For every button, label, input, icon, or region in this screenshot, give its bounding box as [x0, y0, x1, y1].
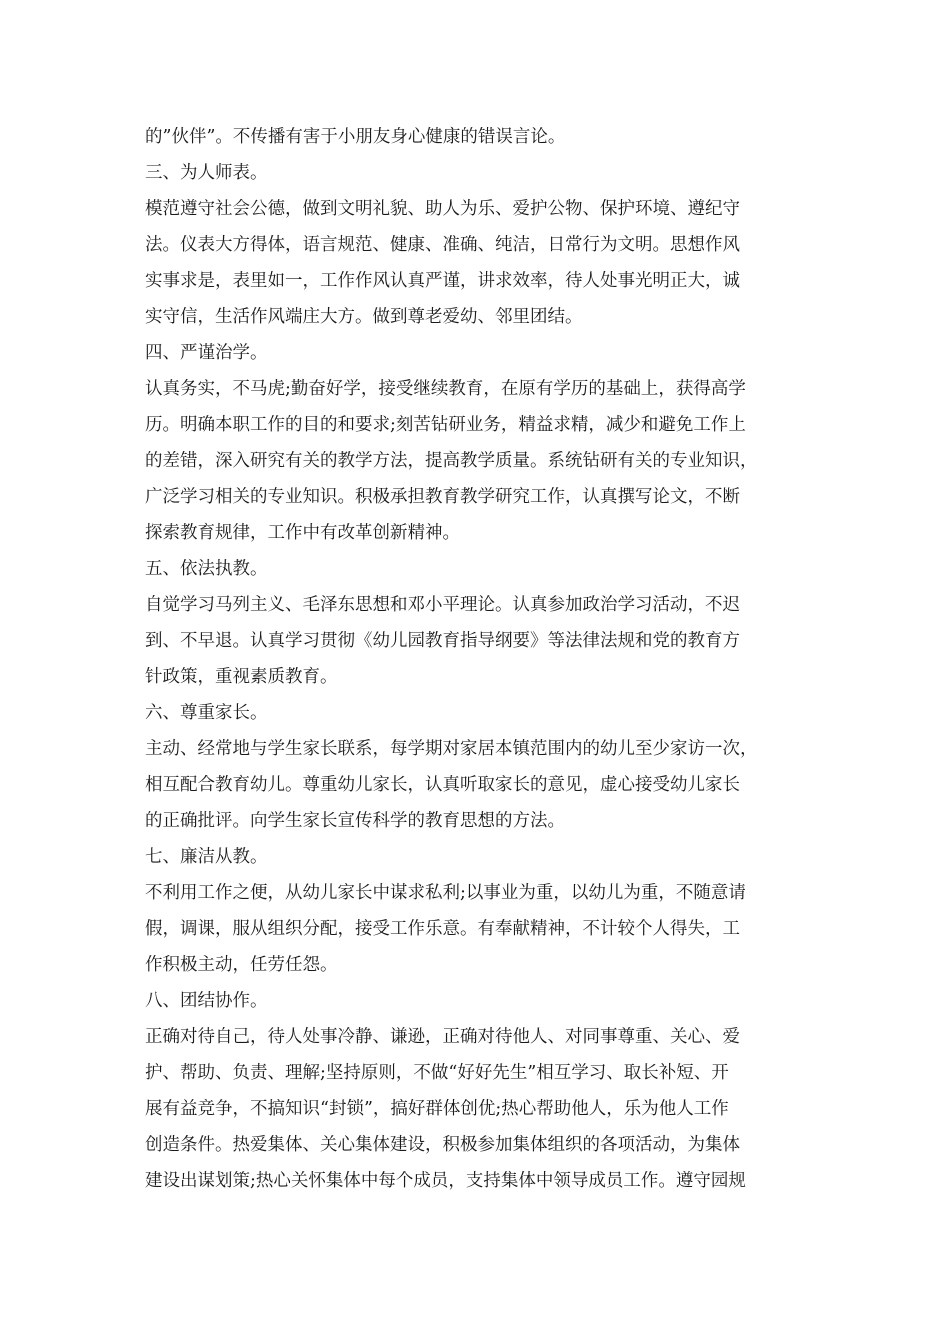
- text-line: 正确对待自己，待人处事冷静、谦逊，正确对待他人、对同事尊重、关心、爱: [145, 1027, 740, 1047]
- text-line: 建设出谋划策;热心关怀集体中每个成员，支持集体中领导成员工作。遵守园规: [145, 1171, 746, 1191]
- text-line: 模范遵守社会公德，做到文明礼貌、助人为乐、爱护公物、保护环境、遵纪守: [145, 199, 740, 219]
- text-line: 广泛学习相关的专业知识。积极承担教育教学研究工作，认真撰写论文，不断: [145, 487, 740, 507]
- section-heading: 五、依法执教。: [145, 559, 268, 579]
- text-line: 相互配合教育幼儿。尊重幼儿家长，认真听取家长的意见，虚心接受幼儿家长: [145, 775, 740, 795]
- text-line: 实守信，生活作风端庄大方。做到尊老爱幼、邻里团结。: [145, 307, 583, 327]
- text-line: 创造条件。热爱集体、关心集体建设，积极参加集体组织的各项活动，为集体: [145, 1135, 740, 1155]
- text-line: 的差错，深入研究有关的教学方法，提高教学质量。系统钻研有关的专业知识，: [145, 451, 758, 471]
- text-line: 到、不早退。认真学习贯彻《幼儿园教育指导纲要》等法律法规和党的教育方: [145, 631, 740, 651]
- text-line: 作积极主动，任劳任怨。: [145, 955, 338, 975]
- section-heading: 四、严谨治学。: [145, 343, 268, 363]
- text-line: 针政策，重视素质教育。: [145, 667, 338, 687]
- text-line: 的正确批评。向学生家长宣传科学的教育思想的方法。: [145, 811, 565, 831]
- section-heading: 八、团结协作。: [145, 991, 268, 1011]
- text-line: 的”伙伴”。不传播有害于小朋友身心健康的错误言论。: [145, 127, 566, 147]
- text-line: 实事求是，表里如一，工作作风认真严谨，讲求效率，待人处事光明正大，诚: [145, 271, 740, 291]
- section-heading: 六、尊重家长。: [145, 703, 268, 723]
- text-line: 认真务实，不马虎;勤奋好学，接受继续教育，在原有学历的基础上，获得高学: [145, 379, 746, 399]
- text-line: 不利用工作之便，从幼儿家长中谋求私利;以事业为重，以幼儿为重，不随意请: [145, 883, 746, 903]
- section-heading: 七、廉洁从教。: [145, 847, 268, 867]
- text-line: 护、帮助、负责、理解;坚持原则，不做“好好先生”相互学习、取长补短、开: [145, 1063, 729, 1083]
- section-heading: 三、为人师表。: [145, 163, 268, 183]
- text-line: 自觉学习马列主义、毛泽东思想和邓小平理论。认真参加政治学习活动，不迟: [145, 595, 740, 615]
- text-line: 假，调课，服从组织分配，接受工作乐意。有奉献精神，不计较个人得失，工: [145, 919, 740, 939]
- text-line: 历。明确本职工作的目的和要求;刻苦钻研业务，精益求精，减少和避免工作上: [145, 415, 746, 435]
- document-body: [145, 122, 815, 1202]
- text-line: 展有益竞争，不搞知识“封锁”，搞好群体创优;热心帮助他人，乐为他人工作: [145, 1099, 729, 1119]
- text-line: 主动、经常地与学生家长联系，每学期对家居本镇范围内的幼儿至少家访一次，: [145, 739, 758, 759]
- text-line: 探索教育规律，工作中有改革创新精神。: [145, 523, 460, 543]
- text-line: 法。仪表大方得体，语言规范、健康、准确、纯洁，日常行为文明。思想作风: [145, 235, 740, 255]
